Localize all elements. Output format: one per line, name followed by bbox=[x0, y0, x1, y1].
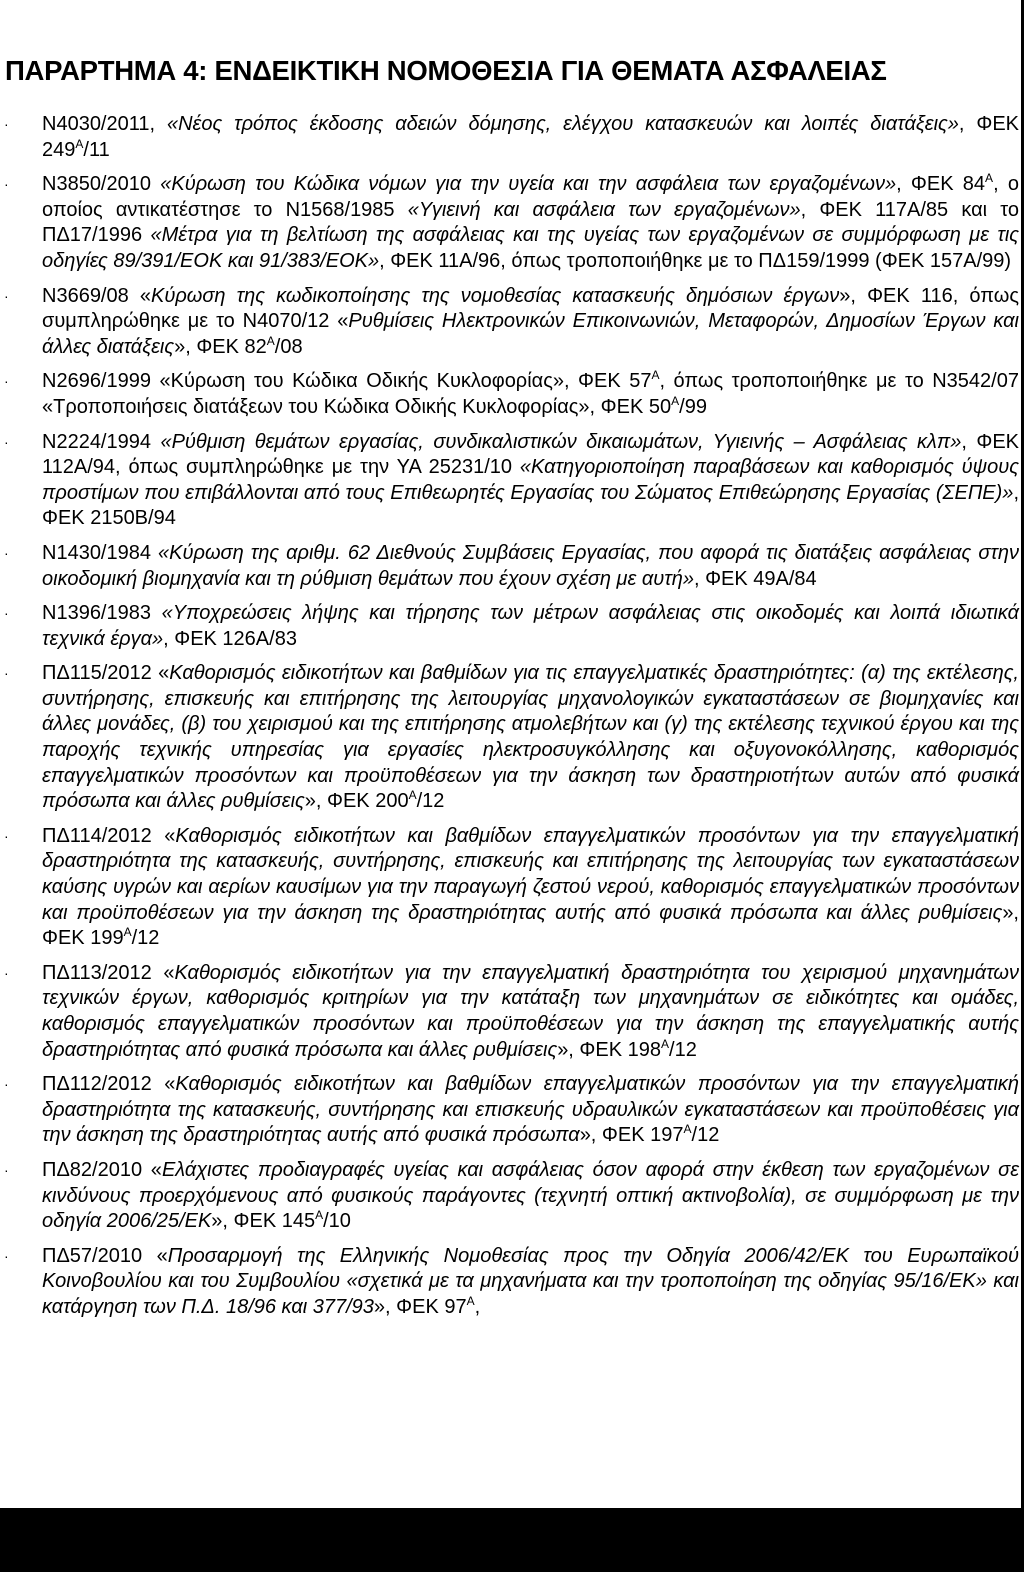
list-item: · Ν2696/1999 «Κύρωση του Κώδικα Οδικής Κυκλοφορίας», ΦΕΚ $57^A$, όπως τροποποιήθηκε με το Ν3542/07 «Τροποποιήσεις διατάξεων του Κώδικα Οδικής Κυκλοφορίας», ΦΕΚ $50^A/99$ bbox=[4, 368, 1019, 418]
bullet: · bbox=[4, 964, 9, 981]
bullet: · bbox=[4, 1161, 9, 1178]
bullet: · bbox=[4, 176, 9, 193]
list-item: · N4030/2011, «Νέος τρόπος έκδοσης αδειών δόμησης, ελέγχου κατασκευών και λοιπές διατάξεις», ΦΕΚ $249^A/11$ bbox=[4, 113, 1019, 161]
bullet: · bbox=[4, 1076, 9, 1093]
list-item: · ΠΔ114/2012 «Καθορισμός ειδικοτήτων και βαθμίδων επαγγελματικών προσόντων για την επαγγελματική δραστηριότητα της κατασκευής, συντήρησης, επισκευής και επιτήρησης της λειτουργίας των εγκαταστάσεων καύσης υγρών και αερίων καυσίμων για την παραγωγή ζεστού νερού, καθορισμός επαγγελματικών προσόντων και προϋποθέσεων για την άσκηση της δραστηριότητας αυτής από φυσικά πρόσωπα και άλλες ρυθμίσεις», ΦΕΚ $199^A/12$ bbox=[4, 824, 1020, 950]
bullet: · bbox=[4, 827, 9, 844]
bullet: · bbox=[4, 373, 9, 390]
bullet: · bbox=[4, 605, 9, 622]
list-item: · ΠΔ115/2012 «Καθορισμός ειδικοτήτων και βαθμίδων για τις επαγγελματικές δραστηριότητες: (α) της εκτέλεσης, συντήρησης, επισκευής και επιτήρησης της λειτουργίας μηχανολογικών εγκαταστάσεων σε βιομηχανίες και άλλες μονάδες, (β) του χειρισμού και της επιτήρησης ατμολεβήτων και (γ) της εκτέλεσης τεχνικού έργου και της παροχής τεχνικής υπηρεσίας για εργασίες ηλεκτροσυγκόλλησης και οξυγονοκόλλησης, καθορισμός επαγγελματικών προσόντων και προϋποθέσεων για την άσκηση των δραστηριοτήτων αυτών από φυσικά πρόσωπα και άλλες ρυθμίσεις», ΦΕΚ $200^A/12$ bbox=[4, 662, 1019, 813]
list-item: · Ν2224/1994 «Ρύθμιση θεμάτων εργασίας, συνδικαλιστικών δικαιωμάτων, Υγιεινής – Ασφάλειας κλπ», ΦΕΚ 112Α/94, όπως συμπληρώθηκε με την ΥΑ 25231/10 «Κατηγοριοποίηση παραβάσεων και καθορισμός ύψους προστίμων που επιβάλλονται από τους Επιθεωρητές Εργασίας του Σώματος Επιθεώρησης Εργασίας (ΣΕΠΕ)», ΦΕΚ 2150Β/94 bbox=[4, 430, 1020, 530]
bullet: · bbox=[4, 287, 9, 304]
bullet: · bbox=[4, 433, 9, 450]
list-item: · Ν1430/1984 «Κύρωση της αριθμ. 62 Διεθνούς Συμβάσεις Εργασίας, που αφορά τις διατάξεις ασφάλειας στην οικοδομική βιομηχανία και τη ρύθμιση θεμάτων που έχουν σχέση με αυτή», ΦΕΚ 49Α/84 bbox=[4, 541, 1019, 590]
bullet: · bbox=[4, 665, 9, 682]
legislation-list bbox=[0, 112, 1021, 1330]
bullet: · bbox=[4, 544, 9, 561]
list-item: · Ν3850/2010 «Κύρωση του Κώδικα νόμων για την υγεία και την ασφάλεια των εργαζομένων», ΦΕΚ $84^A$, ο οποίος αντικατέστησε το Ν1568/1985 «Υγιεινή και ασφάλεια των εργαζομένων», ΦΕΚ 117Α/85 και το ΠΔ17/1996 «Μέτρα για τη βελτίωση της ασφάλειας και της υγείας των εργαζομένων σε συμμόρφωση με τις οδηγίες 89/391/ΕΟΚ και 91/383/ΕΟΚ», ΦΕΚ 11Α/96, όπως τροποποιήθηκε με το ΠΔ159/1999 (ΦΕΚ 157Α/99) bbox=[4, 171, 1019, 272]
list-item: · ΠΔ82/2010 «Ελάχιστες προδιαγραφές υγείας και ασφάλειας όσον αφορά στην έκθεση των εργαζομένων σε κινδύνους προερχόμενους από φυσικούς παράγοντες (τεχνητή οπτική ακτινοβολία), σε συμμόρφωση με την οδηγία 2006/25/ΕΚ», ΦΕΚ $145^A/10$ bbox=[4, 1158, 1019, 1233]
list-item: · Ν3669/08 «Κύρωση της κωδικοποίησης της νομοθεσίας κατασκευής δημόσιων έργων», ΦΕΚ 116, όπως συμπληρώθηκε με το Ν4070/12 «Ρυθμίσεις Ηλεκτρονικών Επικοινωνιών, Μεταφορών, Δημοσίων Έργων και άλλες διατάξεις», ΦΕΚ $82^A/08$ bbox=[4, 284, 1019, 358]
list-item: · Ν1396/1983 «Υποχρεώσεις λήψης και τήρησης των μέτρων ασφάλειας στις οικοδομές και λοιπά ιδιωτικά τεχνικά έργα», ΦΕΚ 126Α/83 bbox=[4, 602, 1019, 650]
list-item: · ΠΔ113/2012 «Καθορισμός ειδικοτήτων για την επαγγελματική δραστηριότητα του χειρισμού μηχανημάτων τεχνικών έργων, καθορισμός κριτηρίων για την κατάταξη των μηχανημάτων σε ειδικότητες και ομάδες, καθορισμός επαγγελματικών προσόντων και προϋποθέσεων για την άσκηση της επαγγελματικής αυτής δραστηριότητας από φυσικά πρόσωπα και άλλες ρυθμίσεις», ΦΕΚ $198^A/12$ bbox=[4, 961, 1019, 1061]
list-item: · ΠΔ112/2012 «Καθορισμός ειδικοτήτων και βαθμίδων επαγγελματικών προσόντων για την επαγγελματική δραστηριότητα της κατασκευής, συντήρησης και επισκευής υδραυλικών εγκαταστάσεων και προϋποθέσεις για την άσκηση της δραστηριότητας αυτής από φυσικά πρόσωπα», ΦΕΚ $197^A/12$ bbox=[4, 1073, 1020, 1147]
bullet: · bbox=[4, 116, 9, 132]
page-bottom-edge bbox=[0, 1500, 1021, 1508]
page-title: ΠΑΡΑΡΤΗΜΑ 4: ΕΝΔΕΙΚΤΙΚΗ ΝΟΜΟΘΕΣΙΑ ΓΙΑ ΘΕΜΑΤΑ ΑΣΦΑΛΕΙΑΣ bbox=[5, 55, 887, 86]
list-item: · ΠΔ57/2010 «Προσαρμογή της Ελληνικής Νομοθεσίας προς την Οδηγία 2006/42/ΕΚ του Ευρωπαϊκού Κοινοβουλίου και του Συμβουλίου «σχετικά με τα μηχανήματα και την τροποποίηση της οδηγίας 95/16/ΕΚ» και κατάργηση των Π.Δ. 18/96 και 377/93», ΦΕΚ $97^A$, bbox=[4, 1244, 1019, 1318]
bullet: · bbox=[4, 1247, 9, 1264]
